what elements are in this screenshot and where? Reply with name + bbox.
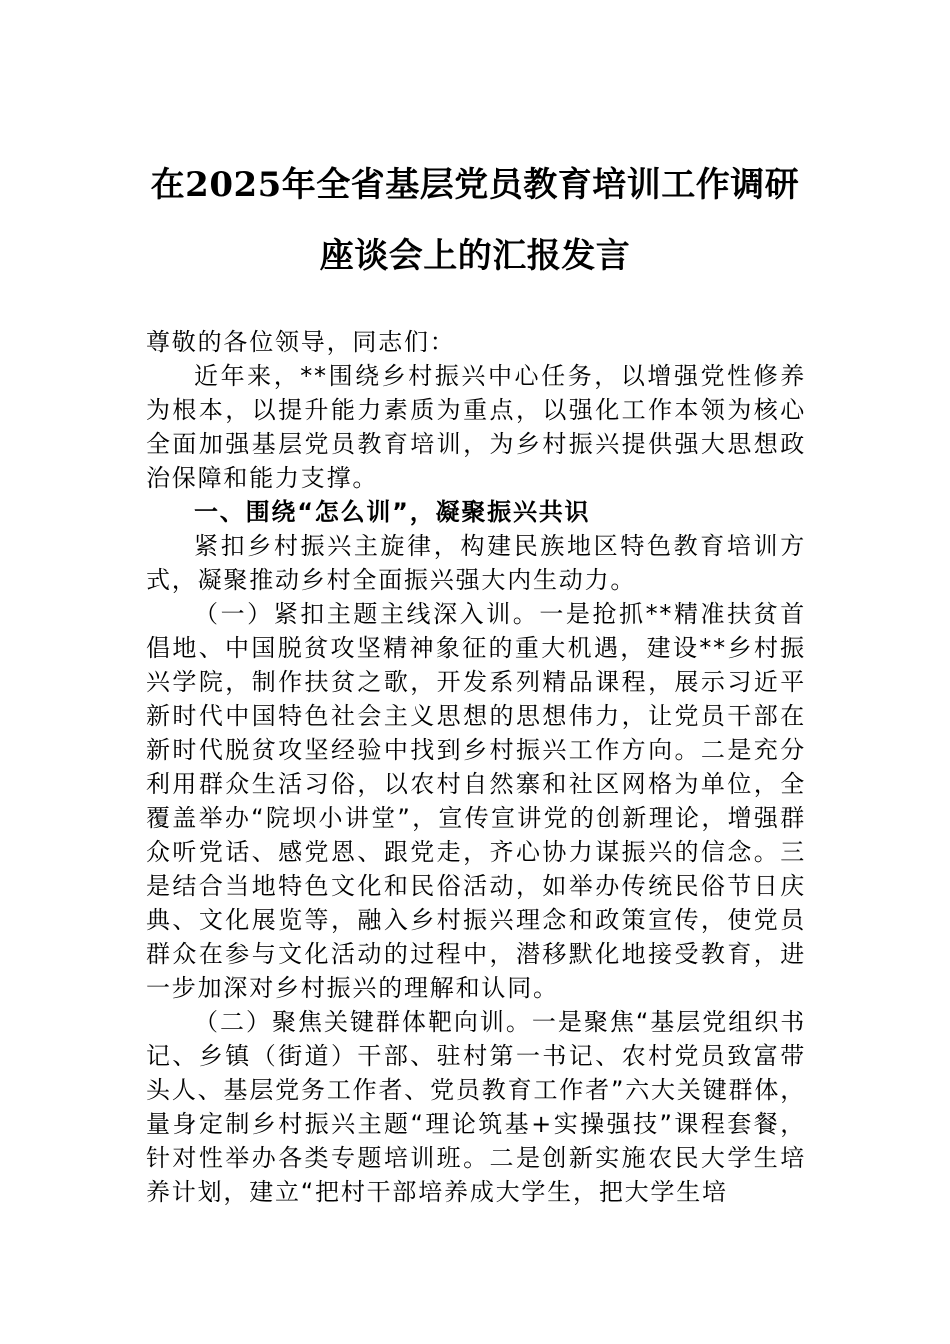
paragraph-section-1-intro: 紧扣乡村振兴主旋律，构建民族地区特色教育培训方式，凝聚推动乡村全面振兴强大内生动力。 (146, 532, 806, 594)
document-body (146, 325, 806, 1209)
paragraph-subsection-2: （二）聚焦关键群体靶向训。一是聚焦“基层党组织书记、乡镇（街道）干部、驻村第一书记、农村党员致富带头人、基层党务工作者、党员教育工作者”六大关键群体，量身定制乡村振兴主题“理论筑基+实操强技”课程套餐，针对性举办各类专题培训班。二是创新实施农民大学生培养计划，建立“把村干部培养成大学生，把大学生培 (146, 1008, 806, 1206)
paragraph-subsection-1: （一）紧扣主题主线深入训。一是抢抓**精准扶贫首倡地、中国脱贫攻坚精神象征的重大机遇，建设**乡村振兴学院，制作扶贫之歌，开发系列精品课程，展示习近平新时代中国特色社会主义思想的思想伟力，让党员干部在新时代脱贫攻坚经验中找到乡村振兴工作方向。二是充分利用群众生活习俗，以农村自然寨和社区网格为单位，全覆盖举办“院坝小讲堂”，宣传宣讲党的创新理论，增强群众听党话、感党恩、跟党走，齐心协力谋振兴的信念。三是结合当地特色文化和民俗活动，如举办传统民俗节日庆典、文化展览等，融入乡村振兴理念和政策宣传，使党员群众在参与文化活动的过程中，潜移默化地接受教育，进一步加深对乡村振兴的理解和认同。 (146, 600, 806, 1002)
section-heading-1: 一、围绕“怎么训”，凝聚振兴共识 (194, 498, 591, 526)
document-title-line-1: 在2025年全省基层党员教育培训工作调研 (150, 165, 800, 205)
document-title-line-2: 座谈会上的汇报发言 (319, 236, 631, 276)
paragraph-intro: 近年来，**围绕乡村振兴中心任务，以增强党性修养为根本，以提升能力素质为重点，以强化工作本领为核心全面加强基层党员教育培训，为乡村振兴提供强大思想政治保障和能力支撑。 (146, 362, 806, 492)
greeting: 尊敬的各位领导，同志们： (146, 328, 456, 356)
